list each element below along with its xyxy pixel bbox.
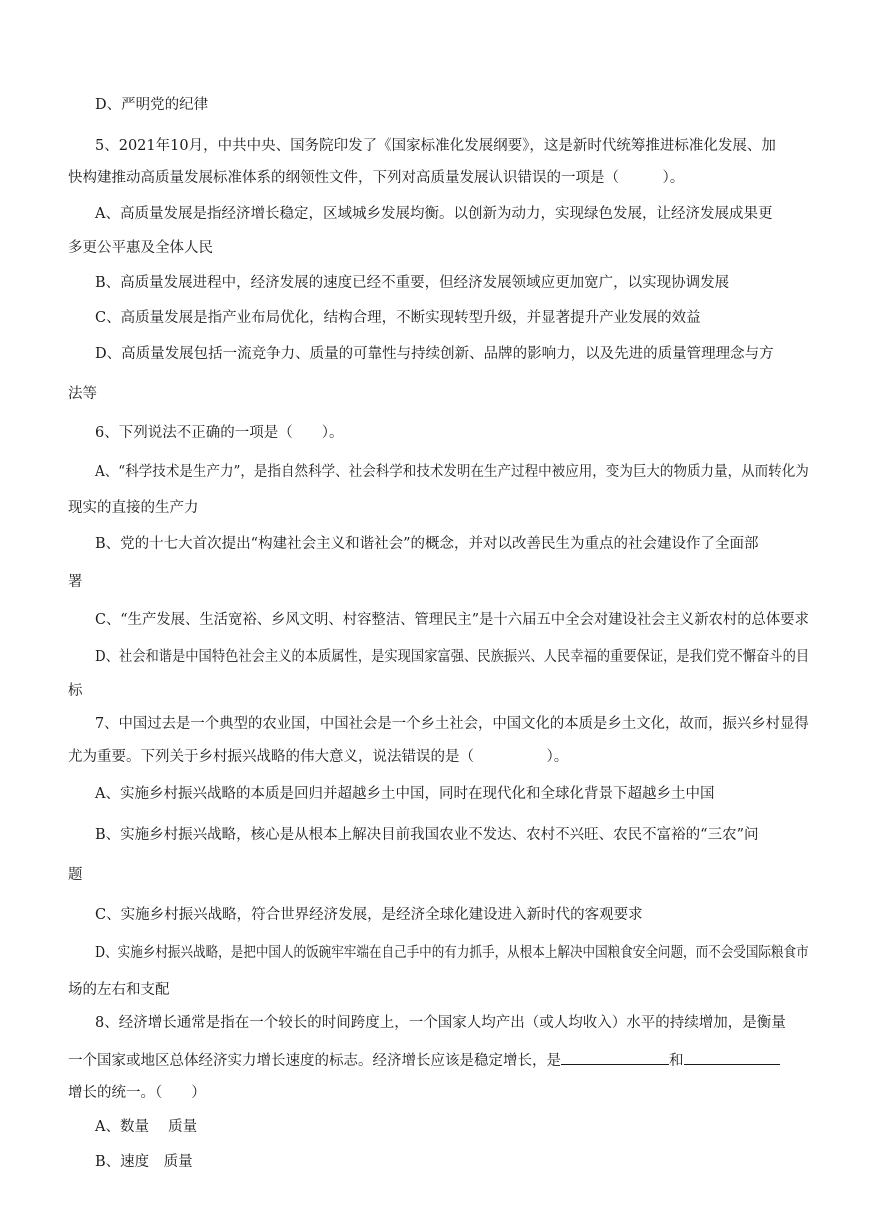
q4-option-d: D、严明党的纪律 bbox=[95, 97, 209, 113]
q6-option-d-line2: 标 bbox=[68, 683, 83, 699]
q6-option-d-line1: D、社会和谐是中国特色社会主义的本质属性，是实现国家富强、民族振兴、人民幸福的重要保证，是我们党不懈奋斗的目 bbox=[95, 649, 810, 665]
q6-option-b-line1: B、党的十七大首次提出“构建社会主义和谐社会”的概念，并对以改善民生为重点的社会建设作了全面部 bbox=[95, 536, 759, 552]
q6-option-b-line2: 署 bbox=[68, 574, 83, 590]
q6-option-c: C、“生产发展、生活宽裕、乡风文明、村容整洁、管理民主”是十六届五中全会对建设社会主义新农村的总体要求 bbox=[95, 612, 809, 628]
q5-option-c: C、高质量发展是指产业布局优化，结构合理，不断实现转型升级，并显著提升产业发展的效益 bbox=[95, 310, 701, 326]
q8-option-b: B、速度 质量 bbox=[95, 1154, 193, 1170]
q8-stem-line2 bbox=[68, 1050, 780, 1070]
q7-option-d-line1: D、实施乡村振兴战略，是把中国人的饭碗牢牢端在自己手中的有力抓手，从根本上解决中国粮食安全问题，而不会受国际粮食市 bbox=[95, 945, 809, 961]
q5-stem-line2: 快构建推动高质量发展标准体系的纲领性文件，下列对高质量发展认识错误的一项是（ ）。 bbox=[68, 170, 685, 186]
q6-option-a-line1: A、“科学技术是生产力”，是指自然科学、社会科学和技术发明在生产过程中被应用，变为巨大的物质力量，从而转化为 bbox=[95, 464, 809, 480]
q5-option-d-line2: 法等 bbox=[68, 386, 97, 402]
q5-stem-line1: 5、2021年10月，中共中央、国务院印发了《国家标准化发展纲要》，这是新时代统筹推进标准化发展、加 bbox=[95, 138, 776, 154]
answer-blank-1 bbox=[561, 1050, 669, 1065]
answer-blank-2 bbox=[684, 1050, 780, 1065]
q8-stem-line3: 增长的统一。（ ） bbox=[68, 1085, 206, 1101]
q5-option-a-line2: 多更公平惠及全体人民 bbox=[68, 240, 213, 256]
q7-option-b-line1: B、实施乡村振兴战略，核心是从根本上解决目前我国农业不发达、农村不兴旺、农民不富裕的“三农”问 bbox=[95, 827, 759, 843]
q5-option-d-line1: D、高质量发展包括一流竞争力、质量的可靠性与持续创新、品牌的影响力，以及先进的质量管理理念与方 bbox=[95, 346, 774, 362]
q7-stem-line1: 7、中国过去是一个典型的农业国，中国社会是一个乡土社会，中国文化的本质是乡土文化，故而，振兴乡村显得 bbox=[95, 716, 809, 732]
q7-option-c: C、实施乡村振兴战略，符合世界经济发展，是经济全球化建设进入新时代的客观要求 bbox=[95, 907, 643, 923]
q6-stem: 6、下列说法不正确的一项是（ ）。 bbox=[95, 425, 344, 441]
q8-option-a: A、数量 质量 bbox=[95, 1119, 198, 1135]
q6-option-a-line2: 现实的直接的生产力 bbox=[68, 500, 199, 516]
q7-option-b-line2: 题 bbox=[68, 867, 83, 883]
q8-stem-line1: 8、经济增长通常是指在一个较长的时间跨度上，一个国家人均产出（或人均收入）水平的持续增加，是衡量 bbox=[95, 1015, 786, 1031]
q7-option-d-line2: 场的左右和支配 bbox=[68, 982, 170, 998]
q8-stem-line2-text-a: 一个国家或地区总体经济实力增长速度的标志。经济增长应该是稳定增长，是 bbox=[68, 1053, 561, 1069]
q5-option-b: B、高质量发展进程中，经济发展的速度已经不重要，但经济发展领域应更加宽广，以实现协调发展 bbox=[95, 275, 730, 291]
q8-stem-line2-text-b: 和 bbox=[669, 1053, 684, 1069]
q7-stem-line2: 尤为重要。下列关于乡村振兴战略的伟大意义，说法错误的是（ ）。 bbox=[68, 749, 569, 765]
q7-option-a: A、实施乡村振兴战略的本质是回归并超越乡土中国，同时在现代化和全球化背景下超越乡土中国 bbox=[95, 786, 715, 802]
q5-option-a-line1: A、高质量发展是指经济增长稳定，区域城乡发展均衡。以创新为动力，实现绿色发展，让经济发展成果更 bbox=[95, 206, 773, 222]
